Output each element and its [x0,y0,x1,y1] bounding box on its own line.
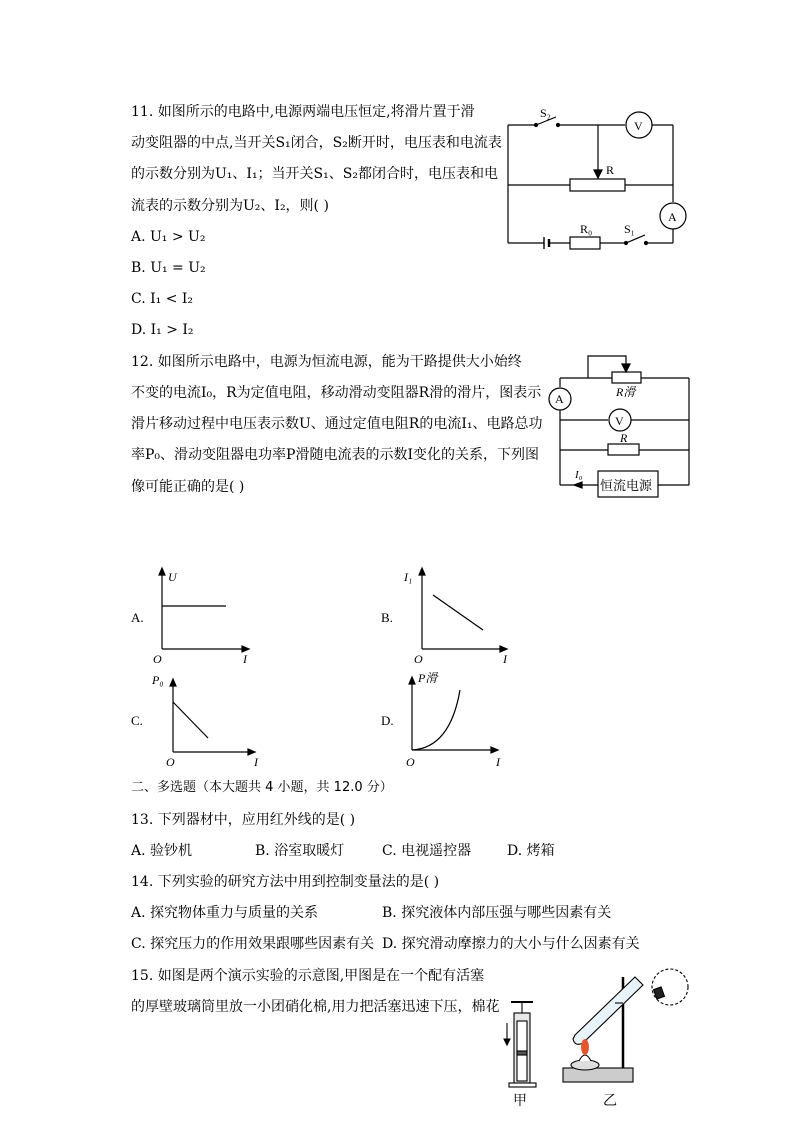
graph-b-x-label: I [503,652,507,666]
label-v: V [615,414,624,428]
q13-stem: 13. 下列器材中，应用红外线的是( ) [131,812,356,828]
graph-c [128,670,268,775]
q11-line4: 流表的示数分别为U₂、I₂，则( ) [131,198,329,214]
label-r0: R₀ [580,222,593,236]
graph-d-y-label: P滑 [418,671,438,685]
switch-s1 [626,235,645,243]
q12-line5: 像可能正确的是( ) [131,479,245,495]
label-a: A [668,210,677,224]
graph-b-curve [433,595,483,630]
q12-line1: 12. 如图所示电路中，电源为恒流电源，能为干路提供大小始终 [131,354,522,370]
graph-c-y-label: P₀ [152,673,164,687]
q11-line3: 的示数分别为U₁、I₁；当开关S₁、S₂都闭合时，电压表和电 [131,166,498,182]
graph-a [128,565,263,670]
graph-d-label: D. [381,713,394,728]
resistor-r0 [570,237,600,249]
q11-option-a: A. U₁ > U₂ [131,229,206,245]
label-v: V [634,119,643,133]
graph-a-x-label: I [243,652,247,666]
q11-line1: 11. 如图所示的电路中,电源两端电压恒定,将滑片置于滑 [131,104,475,120]
q13-option-c: C. 电视遥控器 [382,843,472,859]
graph-d-x-label: I [496,755,500,769]
label-a: A [555,392,564,406]
label-s2: S₂ [540,106,551,120]
section-header: 二、多选题（本大题共 4 小题，共 12.0 分） [131,780,393,795]
q13-option-b: B. 浴室取暖灯 [255,843,345,859]
rheostat [612,372,641,383]
label-r: R [620,431,628,445]
label-i0: I₀ [575,469,583,481]
q11-circuit-diagram [500,100,690,255]
graph-b [380,565,515,670]
label-r: R [606,163,615,177]
graph-b-label: B. [381,610,393,625]
graph-b-y-label: I₁ [404,570,413,584]
graph-d-origin: O [406,755,415,769]
q11-option-c: C. I₁ < I₂ [131,291,194,307]
q12-line3: 滑片移动过程中电压表示数U、通过定值电阻R的电流I₁、电路总功 [131,416,543,432]
q15-figure [495,965,695,1115]
q11-option-b: B. U₁ = U₂ [131,260,206,276]
graph-c-x-label: I [254,755,258,769]
q12-line2: 不变的电流I₀，R为定值电阻，移动滑动变阻器R滑的滑片，图表示 [131,385,542,401]
q11-option-d: D. I₁ > I₂ [131,322,194,338]
q14-option-b: B. 探究液体内部压强与哪些因素有关 [382,905,612,921]
piston-cylinder [504,1002,536,1087]
graph-d [380,670,520,775]
graph-c-origin: O [166,755,175,769]
q12-line4: 率P₀、滑动变阻器电功率P滑随电流表的示数I变化的关系，下列图 [131,447,539,463]
q14-option-d: D. 探究滑动摩擦力的大小与什么因素有关 [382,936,640,952]
graph-c-curve [173,702,208,738]
fig-left-label: 甲 [513,1094,527,1109]
q14-option-a: A. 探究物体重力与质量的关系 [131,905,319,921]
q15-line1: 15. 如图是两个演示实验的示意图,甲图是在一个配有活塞 [131,968,485,984]
graph-a-origin: O [153,652,162,666]
q14-stem: 14. 下列实验的研究方法中用到控制变量法的是( ) [131,874,440,890]
resistor-r [608,444,639,455]
graph-b-origin: O [414,652,423,666]
label-s1: S₁ [624,222,635,236]
q15-line2: 的厚壁玻璃筒里放一小团硝化棉,用力把活塞迅速下压，棉花 [131,999,500,1015]
test-tube-stand [563,969,688,1082]
q14-option-c: C. 探究压力的作用效果跟哪些因素有关 [131,936,375,952]
q13-option-a: A. 验钞机 [131,843,193,859]
q13-option-d: D. 烤箱 [507,843,555,859]
fig-right-label: 乙 [603,1094,617,1109]
graph-d-curve [412,690,460,750]
graph-a-label: A. [131,610,144,625]
label-r-slide: R滑 [616,385,636,399]
graph-c-label: C. [131,713,143,728]
graph-a-y-label: U [168,570,177,584]
q11-line2: 动变阻器的中点,当开关S₁闭合，S₂断开时，电压表和电流表 [131,135,502,151]
q12-circuit-diagram [548,350,696,500]
rheostat-r [570,179,625,191]
label-source: 恒流电源 [600,478,653,493]
flame [581,1039,589,1055]
